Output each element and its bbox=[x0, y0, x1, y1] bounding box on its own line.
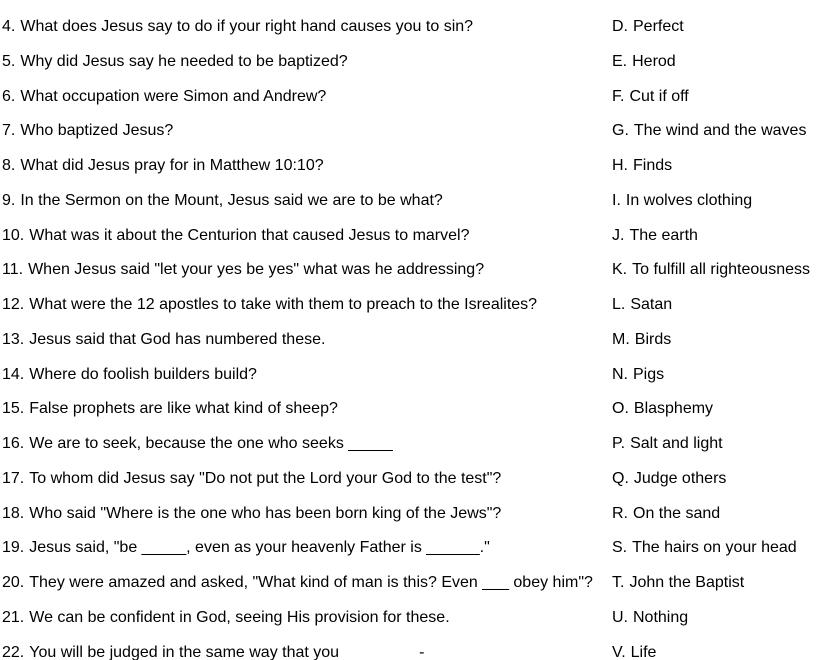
question bbox=[2, 260, 612, 280]
question bbox=[2, 365, 612, 385]
answer-text: Life bbox=[630, 643, 657, 660]
question bbox=[2, 121, 612, 141]
matching-row bbox=[2, 330, 816, 365]
answer-letter: N. bbox=[612, 365, 628, 383]
question-number: 18. bbox=[2, 504, 25, 522]
answer-letter: L. bbox=[612, 296, 626, 314]
answer-letter: E. bbox=[612, 52, 628, 70]
answer-text: John the Baptist bbox=[629, 574, 745, 592]
answer bbox=[612, 260, 810, 280]
question-text: Jesus said, "be _____, even as your heavenly Father is ______." bbox=[29, 539, 490, 557]
matching-row bbox=[2, 260, 816, 295]
question-number: 9. bbox=[2, 191, 16, 209]
question-text: They were amazed and asked, "What kind of man is this? Even ___ obey him"? bbox=[29, 574, 593, 592]
question-number: 11. bbox=[2, 261, 24, 279]
question bbox=[2, 295, 612, 315]
question bbox=[2, 330, 612, 350]
question-text: Where do foolish builders build? bbox=[29, 365, 257, 383]
question-text: You will be judged in the same way that you - bbox=[29, 643, 425, 660]
question-number: 10. bbox=[2, 226, 25, 244]
question-text: To whom did Jesus say "Do not put the Lord your God to the test"? bbox=[29, 469, 502, 487]
question-number: 20. bbox=[2, 574, 25, 592]
answer bbox=[612, 538, 797, 558]
question bbox=[2, 573, 612, 593]
question-text: Who baptized Jesus? bbox=[20, 122, 174, 140]
matching-row bbox=[2, 504, 816, 539]
answer-text: The earth bbox=[629, 226, 698, 244]
answer-text: Satan bbox=[630, 296, 673, 314]
question-number: 6. bbox=[2, 87, 16, 105]
answer-letter: K. bbox=[612, 261, 628, 279]
matching-row bbox=[2, 226, 816, 261]
answer-letter: T. bbox=[612, 574, 625, 592]
answer bbox=[612, 573, 744, 593]
answer-text: The wind and the waves bbox=[633, 122, 807, 140]
question bbox=[2, 504, 612, 524]
matching-row bbox=[2, 434, 816, 469]
question bbox=[2, 156, 612, 176]
question-text: What was it about the Centurion that caused Jesus to marvel? bbox=[29, 226, 470, 244]
matching-row bbox=[2, 608, 816, 643]
answer bbox=[612, 87, 689, 107]
answer-text: Judge others bbox=[633, 469, 727, 487]
question bbox=[2, 17, 612, 37]
answer bbox=[612, 121, 806, 141]
question-number: 4. bbox=[2, 18, 16, 35]
answer bbox=[612, 52, 676, 72]
answer-letter: G. bbox=[612, 122, 629, 140]
answer-letter: V. bbox=[612, 643, 626, 660]
answer bbox=[612, 295, 672, 315]
answer-letter: J. bbox=[612, 226, 625, 244]
answer bbox=[612, 504, 720, 524]
question-number: 7. bbox=[2, 122, 16, 140]
answer bbox=[612, 191, 752, 211]
answer-text: Nothing bbox=[633, 609, 689, 627]
question bbox=[2, 191, 612, 211]
question-number: 16. bbox=[2, 435, 25, 453]
question-text: We can be confident in God, seeing His provision for these. bbox=[29, 609, 450, 627]
matching-row bbox=[2, 469, 816, 504]
matching-row bbox=[2, 191, 816, 226]
answer-text: Pigs bbox=[633, 365, 665, 383]
answer-letter: O. bbox=[612, 400, 629, 418]
question-number: 5. bbox=[2, 52, 16, 70]
question bbox=[2, 52, 612, 72]
question-number: 13. bbox=[2, 330, 25, 348]
answer-letter: P. bbox=[612, 435, 626, 453]
answer-text: To fulfill all righteousness bbox=[632, 261, 810, 279]
matching-row bbox=[2, 365, 816, 400]
question bbox=[2, 643, 612, 660]
matching-row bbox=[2, 52, 816, 87]
matching-row bbox=[2, 295, 816, 330]
question-number: 19. bbox=[2, 539, 25, 557]
answer-text: On the sand bbox=[633, 504, 721, 522]
question-text: We are to seek, because the one who seeks _____ bbox=[29, 435, 393, 453]
question bbox=[2, 399, 612, 419]
question-text: False prophets are like what kind of sheep? bbox=[29, 400, 338, 418]
answer-text: Blasphemy bbox=[633, 400, 714, 418]
matching-list bbox=[2, 17, 816, 660]
answer bbox=[612, 399, 713, 419]
answer bbox=[612, 17, 684, 37]
answer-letter: R. bbox=[612, 504, 628, 522]
answer-letter: S. bbox=[612, 539, 628, 557]
answer-letter: F. bbox=[612, 87, 625, 105]
answer bbox=[612, 365, 664, 385]
matching-row bbox=[2, 399, 816, 434]
matching-row bbox=[2, 573, 816, 608]
question-number: 21. bbox=[2, 609, 25, 627]
matching-row bbox=[2, 17, 816, 52]
answer bbox=[612, 330, 671, 350]
question-text: When Jesus said "let your yes be yes" what was he addressing? bbox=[28, 261, 485, 279]
question-text: Jesus said that God has numbered these. bbox=[29, 330, 326, 348]
matching-row bbox=[2, 156, 816, 191]
answer-text: Perfect bbox=[633, 18, 684, 35]
answer bbox=[612, 469, 726, 489]
answer bbox=[612, 643, 656, 660]
answer-text: Birds bbox=[634, 330, 672, 348]
answer-letter: M. bbox=[612, 330, 630, 348]
question-number: 17. bbox=[2, 469, 25, 487]
answer-text: Cut if off bbox=[629, 87, 689, 105]
question-text: What occupation were Simon and Andrew? bbox=[20, 87, 327, 105]
question-text: Why did Jesus say he needed to be baptized? bbox=[20, 52, 348, 70]
question-text: In the Sermon on the Mount, Jesus said we are to be what? bbox=[20, 191, 443, 209]
matching-row bbox=[2, 121, 816, 156]
question-text: Who said "Where is the one who has been born king of the Jews"? bbox=[29, 504, 502, 522]
answer-text: The hairs on your head bbox=[632, 539, 797, 557]
answer-letter: I. bbox=[612, 191, 621, 209]
answer bbox=[612, 156, 672, 176]
matching-row bbox=[2, 643, 816, 660]
question-number: 8. bbox=[2, 157, 16, 175]
question bbox=[2, 87, 612, 107]
question bbox=[2, 469, 612, 489]
answer bbox=[612, 608, 688, 628]
answer-text: Finds bbox=[633, 157, 673, 175]
question-text: What did Jesus pray for in Matthew 10:10? bbox=[20, 157, 324, 175]
answer-text: In wolves clothing bbox=[625, 191, 753, 209]
answer-text: Salt and light bbox=[630, 435, 723, 453]
question bbox=[2, 608, 612, 628]
question-number: 12. bbox=[2, 296, 25, 314]
answer bbox=[612, 434, 723, 454]
matching-row bbox=[2, 538, 816, 573]
answer-letter: U. bbox=[612, 609, 628, 627]
question-number: 14. bbox=[2, 365, 25, 383]
answer-letter: Q. bbox=[612, 469, 629, 487]
answer bbox=[612, 226, 698, 246]
answer-letter: H. bbox=[612, 157, 628, 175]
answer-text: Herod bbox=[632, 52, 676, 70]
question bbox=[2, 434, 612, 454]
question-number: 22. bbox=[2, 643, 25, 660]
question-number: 15. bbox=[2, 400, 25, 418]
question bbox=[2, 538, 612, 558]
answer-letter: D. bbox=[612, 18, 628, 35]
matching-row bbox=[2, 87, 816, 122]
question-text: What were the 12 apostles to take with them to preach to the Isrealites? bbox=[29, 296, 538, 314]
question bbox=[2, 226, 612, 246]
question-text: What does Jesus say to do if your right hand causes you to sin? bbox=[20, 18, 474, 35]
